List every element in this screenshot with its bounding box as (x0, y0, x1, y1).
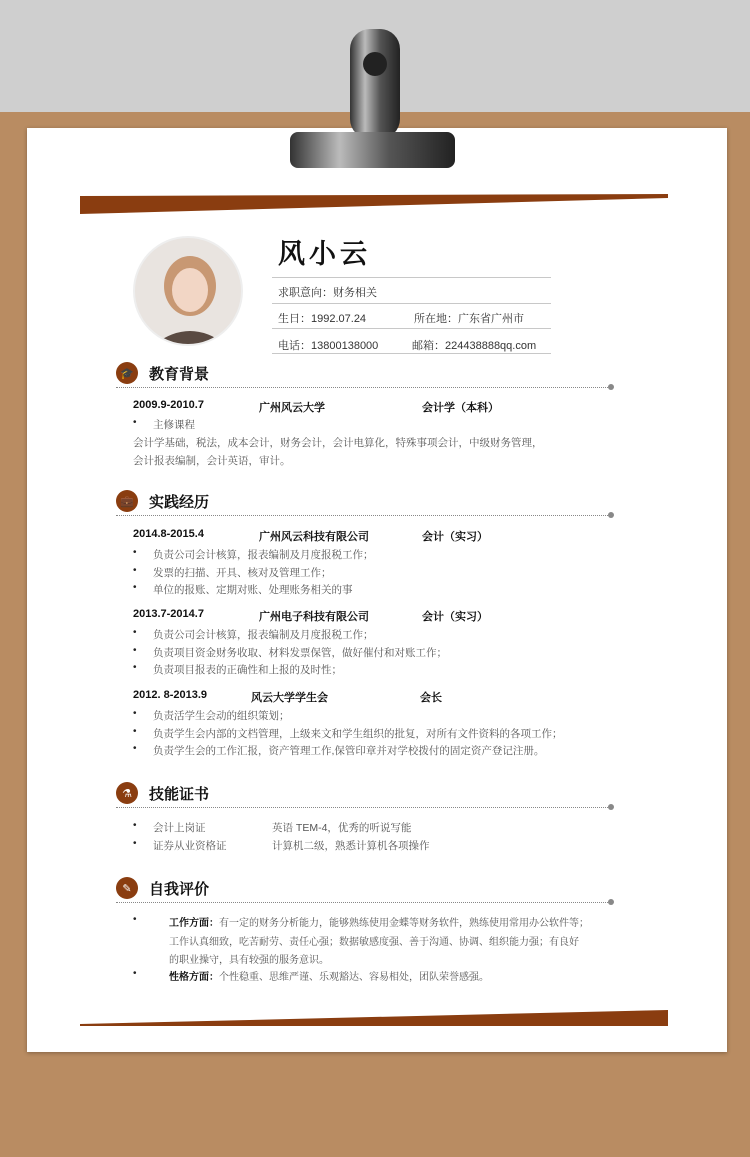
binder-clip-icon (285, 24, 460, 170)
job-period: 2013.7-2014.7 (133, 608, 204, 620)
job-org: 风云大学学生会 (251, 692, 328, 704)
graduation-cap-icon: 🎓 (116, 362, 138, 384)
email-value: 224438888qq.com (445, 340, 537, 352)
job-duty: 负责项目报表的正确性和上报的及时性； (153, 664, 342, 676)
edu-courses: 会计报表编制，会计英语，审计。 (133, 455, 291, 467)
job-label: 求职意向： (278, 287, 333, 299)
job-role: 会长 (420, 692, 442, 704)
top-band (80, 194, 670, 216)
job-period: 2014.8-2015.4 (133, 528, 204, 540)
edu-courses: 会计学基础，税法，成本会计，财务会计，会计电算化，特殊事项会计，中级财务管理， (133, 437, 543, 449)
section-title: 自我评价 (149, 881, 210, 898)
edu-school: 广州风云大学 (259, 402, 325, 414)
edit-icon: ✎ (116, 877, 138, 899)
skill-name: 会计上岗证 (153, 822, 206, 834)
section-title: 技能证书 (149, 786, 210, 803)
job-duty: 负责学生会内部的文档管理，上级来文和学生组织的批复，对所有文件资料的各项工作； (153, 727, 563, 740)
job-duty: 发票的扫描、开具、核对及管理工作； (153, 566, 332, 579)
job-duty: 单位的报账、定期对账、处理账务相关的事 (153, 584, 353, 596)
avatar (135, 238, 241, 344)
job-org: 广州风云科技有限公司 (259, 531, 369, 543)
candidate-name: 风小云 (278, 239, 371, 269)
birth-label: 生日： (278, 313, 311, 325)
bottom-band (80, 1008, 670, 1028)
work-text: 有一定的财务分析能力，能够熟练使用金蝶等财务软件，熟练使用常用办公软件等； (219, 918, 589, 929)
job-duty: 负责公司会计核算，报表编制及月度报税工作； (153, 629, 374, 641)
work-text: 的职业操守，具有较强的服务意识。 (169, 955, 329, 966)
phone-label: 电话： (278, 340, 311, 352)
personality-label: 性格方面： (169, 972, 219, 983)
job-duty: 负责公司会计核算，报表编制及月度报税工作； (153, 549, 374, 561)
job-duty: 负责项目资金财务收取、材料发票保管，做好催付和对账工作； (153, 646, 447, 659)
work-label: 工作方面： (169, 918, 219, 929)
location-value: 广东省广州市 (458, 313, 524, 325)
personality-text: 个性稳重、思维严谨、乐观豁达、容易相处，团队荣誉感强。 (219, 972, 489, 983)
phone-value: 13800138000 (311, 340, 379, 352)
edu-period: 2009.9-2010.7 (133, 399, 204, 411)
job-value: 财务相关 (333, 287, 377, 299)
skill-desc: 英语 TEM-4，优秀的听说写能 (272, 822, 412, 834)
job-period: 2012. 8-2013.9 (133, 689, 208, 701)
flask-icon: ⚗ (116, 782, 138, 804)
section-title: 教育背景 (149, 366, 210, 383)
job-role: 会计（实习） (422, 531, 488, 543)
skill-name: 证券从业资格证 (153, 840, 227, 852)
section-title: 实践经历 (149, 494, 210, 511)
job-role: 会计（实习） (422, 611, 488, 623)
job-duty: 负责活学生会动的组织策划； (153, 710, 290, 722)
job-org: 广州电子科技有限公司 (259, 611, 369, 623)
skill-desc: 计算机二级，熟悉计算机各项操作 (272, 840, 430, 852)
location-label: 所在地： (414, 313, 458, 325)
email-label: 邮箱： (412, 340, 445, 352)
work-text: 工作认真细致，吃苦耐劳、责任心强；数据敏感度强、善于沟通、协调、组织能力强；有良好 (169, 937, 579, 948)
edu-major: 会计学（本科） (422, 402, 499, 414)
briefcase-icon: 💼 (116, 490, 138, 512)
job-duty: 负责学生会的工作汇报，资产管理工作,保管印章并对学校拨付的固定资产登记注册。 (153, 745, 545, 757)
birth-value: 1992.07.24 (311, 313, 367, 325)
edu-bullet: 主修课程 (153, 419, 195, 431)
